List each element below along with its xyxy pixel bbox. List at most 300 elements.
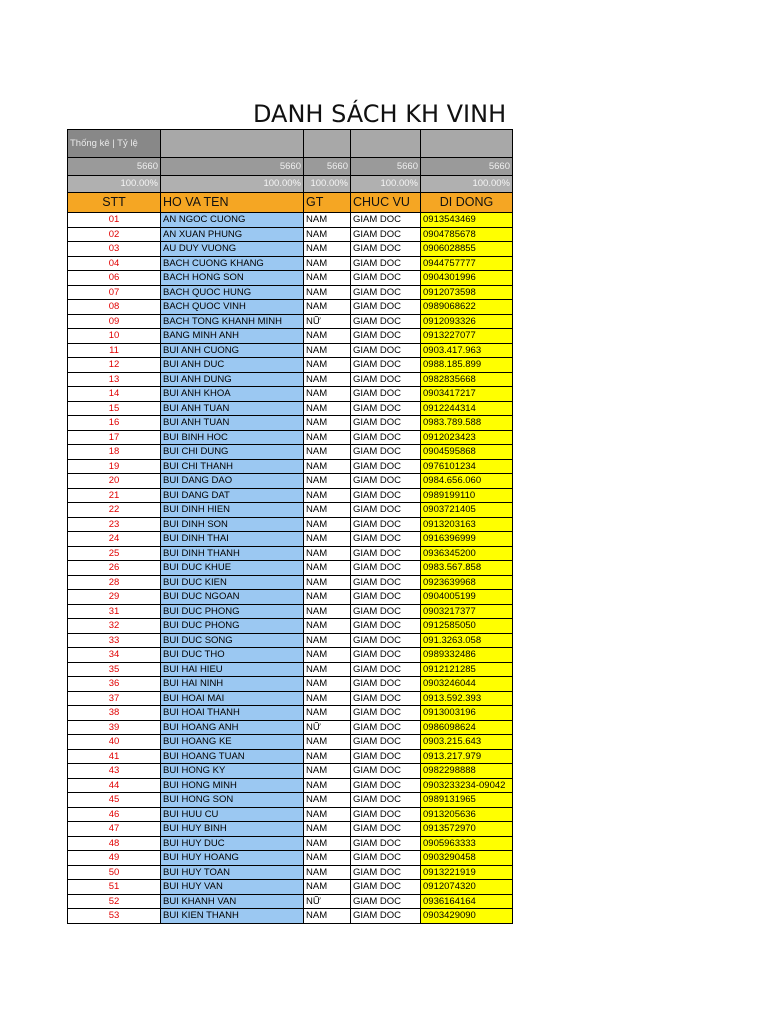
name-cell[interactable]: BUI HOANG ANH — [161, 720, 304, 735]
name-cell[interactable]: BUI DUC PHONG — [161, 619, 304, 634]
stt-cell[interactable]: 37 — [68, 691, 161, 706]
table-row — [68, 880, 513, 895]
name-cell[interactable]: BANG MINH ANH — [161, 329, 304, 344]
mobile-cell[interactable]: 0989068622 — [421, 300, 513, 315]
position-cell[interactable]: GIAM DOC — [351, 590, 421, 605]
name-cell[interactable]: BUI DUC PHONG — [161, 604, 304, 619]
position-cell[interactable]: GIAM DOC — [351, 242, 421, 257]
table-row — [68, 720, 513, 735]
name-cell[interactable]: BUI HAI HIEU — [161, 662, 304, 677]
position-cell[interactable]: GIAM DOC — [351, 619, 421, 634]
gender-cell[interactable]: NAM — [304, 532, 351, 547]
position-cell[interactable]: GIAM DOC — [351, 343, 421, 358]
position-cell[interactable]: GIAM DOC — [351, 633, 421, 648]
name-cell[interactable]: BUI ANH DUNG — [161, 372, 304, 387]
name-cell[interactable]: BUI DUC NGOAN — [161, 590, 304, 605]
table-row — [68, 314, 513, 329]
name-cell[interactable]: BUI DANG DAT — [161, 488, 304, 503]
position-cell[interactable]: GIAM DOC — [351, 401, 421, 416]
table-row — [68, 575, 513, 590]
name-cell[interactable]: AN XUAN PHUNG — [161, 227, 304, 242]
stt-cell[interactable]: 08 — [68, 300, 161, 315]
stt-cell[interactable]: 13 — [68, 372, 161, 387]
gender-cell[interactable]: NAM — [304, 358, 351, 373]
stt-cell[interactable]: 31 — [68, 604, 161, 619]
stt-cell[interactable]: 53 — [68, 909, 161, 924]
stt-cell[interactable]: 07 — [68, 285, 161, 300]
name-cell[interactable]: BUI HAI NINH — [161, 677, 304, 692]
stt-cell[interactable]: 47 — [68, 822, 161, 837]
mobile-cell[interactable]: 0984.656.060 — [421, 474, 513, 489]
gender-cell[interactable]: NAM — [304, 851, 351, 866]
position-cell[interactable]: GIAM DOC — [351, 227, 421, 242]
name-cell[interactable]: BUI HUY VAN — [161, 880, 304, 895]
name-cell[interactable]: BUI DINH HIEN — [161, 503, 304, 518]
stt-cell[interactable]: 16 — [68, 416, 161, 431]
mobile-cell[interactable]: 0904785678 — [421, 227, 513, 242]
mobile-cell[interactable]: 0912585050 — [421, 619, 513, 634]
stt-cell[interactable]: 18 — [68, 445, 161, 460]
position-cell[interactable]: GIAM DOC — [351, 778, 421, 793]
table-row — [68, 778, 513, 793]
mobile-cell[interactable]: 0903417217 — [421, 387, 513, 402]
mobile-cell[interactable]: 091.3263.058 — [421, 633, 513, 648]
table-row — [68, 764, 513, 779]
column-header-name[interactable]: HO VA TEN — [161, 193, 304, 213]
name-cell[interactable]: BUI CHI DUNG — [161, 445, 304, 460]
gender-cell[interactable]: NAM — [304, 300, 351, 315]
mobile-cell[interactable]: 0944757777 — [421, 256, 513, 271]
name-cell[interactable]: BACH QUOC HUNG — [161, 285, 304, 300]
mobile-cell[interactable]: 0903217377 — [421, 604, 513, 619]
stt-cell[interactable]: 28 — [68, 575, 161, 590]
position-cell[interactable]: GIAM DOC — [351, 648, 421, 663]
mobile-cell[interactable]: 0913.217.979 — [421, 749, 513, 764]
mobile-cell[interactable]: 0976101234 — [421, 459, 513, 474]
mobile-cell[interactable]: 0912023423 — [421, 430, 513, 445]
position-cell[interactable]: GIAM DOC — [351, 314, 421, 329]
table-row — [68, 256, 513, 271]
position-cell[interactable]: GIAM DOC — [351, 372, 421, 387]
stt-cell[interactable]: 45 — [68, 793, 161, 808]
stt-cell[interactable]: 52 — [68, 894, 161, 909]
table-row — [68, 532, 513, 547]
name-cell[interactable]: BUI DUC SONG — [161, 633, 304, 648]
table-row — [68, 706, 513, 721]
position-cell[interactable]: GIAM DOC — [351, 503, 421, 518]
name-cell[interactable]: BUI DINH THANH — [161, 546, 304, 561]
name-cell[interactable]: BUI ANH DUC — [161, 358, 304, 373]
position-cell[interactable]: GIAM DOC — [351, 691, 421, 706]
name-cell[interactable]: BACH CUONG KHANG — [161, 256, 304, 271]
position-cell[interactable]: GIAM DOC — [351, 300, 421, 315]
name-cell[interactable]: BUI HUY BINH — [161, 822, 304, 837]
position-cell[interactable]: GIAM DOC — [351, 459, 421, 474]
mobile-cell[interactable]: 0936345200 — [421, 546, 513, 561]
gender-cell[interactable]: NAM — [304, 213, 351, 228]
stt-cell[interactable]: 01 — [68, 213, 161, 228]
table-row — [68, 648, 513, 663]
stt-cell[interactable]: 09 — [68, 314, 161, 329]
position-cell[interactable]: GIAM DOC — [351, 677, 421, 692]
table-row — [68, 517, 513, 532]
stt-cell[interactable]: 14 — [68, 387, 161, 402]
stats-header-cell — [304, 130, 351, 158]
gender-cell[interactable]: NAM — [304, 619, 351, 634]
mobile-cell[interactable]: 0912244314 — [421, 401, 513, 416]
name-cell[interactable]: BUI HUY HOANG — [161, 851, 304, 866]
position-cell[interactable]: GIAM DOC — [351, 285, 421, 300]
column-header-position[interactable]: CHUC VU — [351, 193, 421, 213]
stt-cell[interactable]: 46 — [68, 807, 161, 822]
position-cell[interactable]: GIAM DOC — [351, 517, 421, 532]
gender-cell[interactable]: NAM — [304, 343, 351, 358]
mobile-cell[interactable]: 0904301996 — [421, 271, 513, 286]
stt-cell[interactable]: 51 — [68, 880, 161, 895]
mobile-cell[interactable]: 0905963333 — [421, 836, 513, 851]
gender-cell[interactable]: NAM — [304, 880, 351, 895]
mobile-cell[interactable]: 0903721405 — [421, 503, 513, 518]
mobile-cell[interactable]: 0903290458 — [421, 851, 513, 866]
gender-cell[interactable]: NAM — [304, 329, 351, 344]
mobile-cell[interactable]: 0913.592.393 — [421, 691, 513, 706]
position-cell[interactable]: GIAM DOC — [351, 894, 421, 909]
stt-cell[interactable]: 10 — [68, 329, 161, 344]
stt-cell[interactable]: 32 — [68, 619, 161, 634]
table-row — [68, 662, 513, 677]
stt-cell[interactable]: 06 — [68, 271, 161, 286]
gender-cell[interactable]: NAM — [304, 242, 351, 257]
mobile-cell[interactable]: 0989332486 — [421, 648, 513, 663]
name-cell[interactable]: AN NGOC CUONG — [161, 213, 304, 228]
position-cell[interactable]: GIAM DOC — [351, 561, 421, 576]
name-cell[interactable]: BUI DINH THAI — [161, 532, 304, 547]
table-row — [68, 300, 513, 315]
position-cell[interactable]: GIAM DOC — [351, 836, 421, 851]
mobile-cell[interactable]: 0983.567.858 — [421, 561, 513, 576]
mobile-cell[interactable]: 0913221919 — [421, 865, 513, 880]
mobile-cell[interactable]: 0936164164 — [421, 894, 513, 909]
table-row — [68, 503, 513, 518]
position-cell[interactable]: GIAM DOC — [351, 430, 421, 445]
stt-cell[interactable]: 29 — [68, 590, 161, 605]
position-cell[interactable]: GIAM DOC — [351, 213, 421, 228]
name-cell[interactable]: BUI HOANG KE — [161, 735, 304, 750]
mobile-cell[interactable]: 0982298888 — [421, 764, 513, 779]
gender-cell[interactable]: NAM — [304, 749, 351, 764]
stt-cell[interactable]: 40 — [68, 735, 161, 750]
stats-count: 5660 — [304, 158, 351, 176]
stats-count: 5660 — [161, 158, 304, 176]
position-cell[interactable]: GIAM DOC — [351, 445, 421, 460]
name-cell[interactable]: BUI CHI THANH — [161, 459, 304, 474]
stt-cell[interactable]: 39 — [68, 720, 161, 735]
name-cell[interactable]: BUI HONG KY — [161, 764, 304, 779]
gender-cell[interactable]: NAM — [304, 793, 351, 808]
table-row — [68, 851, 513, 866]
mobile-cell[interactable]: 0904005199 — [421, 590, 513, 605]
position-cell[interactable]: GIAM DOC — [351, 851, 421, 866]
table-row — [68, 807, 513, 822]
stats-percent: 100.00% — [161, 176, 304, 193]
gender-cell[interactable]: NAM — [304, 416, 351, 431]
position-cell[interactable]: GIAM DOC — [351, 416, 421, 431]
name-cell[interactable]: BUI DUC THO — [161, 648, 304, 663]
gender-cell[interactable]: NAM — [304, 445, 351, 460]
stt-cell[interactable]: 41 — [68, 749, 161, 764]
table-row — [68, 633, 513, 648]
gender-cell[interactable]: NAM — [304, 633, 351, 648]
name-cell[interactable]: BUI ANH KHOA — [161, 387, 304, 402]
mobile-cell[interactable]: 0916396999 — [421, 532, 513, 547]
table-row — [68, 865, 513, 880]
mobile-cell[interactable]: 0903.417.963 — [421, 343, 513, 358]
table-row — [68, 909, 513, 924]
name-cell[interactable]: BUI HUY DUC — [161, 836, 304, 851]
name-cell[interactable]: BUI HONG MINH — [161, 778, 304, 793]
gender-cell[interactable]: NAM — [304, 604, 351, 619]
name-cell[interactable]: BUI HUU CU — [161, 807, 304, 822]
stt-cell[interactable]: 33 — [68, 633, 161, 648]
position-cell[interactable]: GIAM DOC — [351, 329, 421, 344]
name-cell[interactable]: BUI HOAI MAI — [161, 691, 304, 706]
gender-cell[interactable]: NAM — [304, 865, 351, 880]
gender-cell[interactable]: NAM — [304, 285, 351, 300]
mobile-cell[interactable]: 0912074320 — [421, 880, 513, 895]
mobile-cell[interactable]: 0913205636 — [421, 807, 513, 822]
stats-percent: 100.00% — [421, 176, 513, 193]
gender-cell[interactable]: NAM — [304, 648, 351, 663]
position-cell[interactable]: GIAM DOC — [351, 271, 421, 286]
mobile-cell[interactable]: 0903.215.643 — [421, 735, 513, 750]
gender-cell[interactable]: NỮ — [304, 314, 351, 329]
gender-cell[interactable]: NAM — [304, 256, 351, 271]
mobile-cell[interactable]: 0912093326 — [421, 314, 513, 329]
gender-cell[interactable]: NAM — [304, 503, 351, 518]
gender-cell[interactable]: NAM — [304, 590, 351, 605]
name-cell[interactable]: BACH TONG KHANH MINH — [161, 314, 304, 329]
table-row — [68, 474, 513, 489]
table-row — [68, 430, 513, 445]
position-cell[interactable]: GIAM DOC — [351, 575, 421, 590]
gender-cell[interactable]: NAM — [304, 561, 351, 576]
gender-cell[interactable]: NAM — [304, 662, 351, 677]
table-row — [68, 546, 513, 561]
position-cell[interactable]: GIAM DOC — [351, 909, 421, 924]
mobile-cell[interactable]: 0913227077 — [421, 329, 513, 344]
stt-cell[interactable]: 02 — [68, 227, 161, 242]
table-row — [68, 894, 513, 909]
name-cell[interactable]: BUI BINH HOC — [161, 430, 304, 445]
position-cell[interactable]: GIAM DOC — [351, 488, 421, 503]
name-cell[interactable]: BUI DUC KIEN — [161, 575, 304, 590]
gender-cell[interactable]: NAM — [304, 271, 351, 286]
stt-cell[interactable]: 17 — [68, 430, 161, 445]
gender-cell[interactable]: NAM — [304, 372, 351, 387]
gender-cell[interactable]: NAM — [304, 677, 351, 692]
mobile-cell[interactable]: 0923639968 — [421, 575, 513, 590]
gender-cell[interactable]: NAM — [304, 227, 351, 242]
name-cell[interactable]: BUI DUC KHUE — [161, 561, 304, 576]
stats-header-cell — [161, 130, 304, 158]
stt-cell[interactable]: 25 — [68, 546, 161, 561]
table-row — [68, 358, 513, 373]
table-row — [68, 285, 513, 300]
gender-cell[interactable]: NAM — [304, 822, 351, 837]
stt-cell[interactable]: 24 — [68, 532, 161, 547]
name-cell[interactable]: BUI ANH CUONG — [161, 343, 304, 358]
position-cell[interactable]: GIAM DOC — [351, 793, 421, 808]
table-row — [68, 604, 513, 619]
position-cell[interactable]: GIAM DOC — [351, 807, 421, 822]
name-cell[interactable]: BUI HONG SON — [161, 793, 304, 808]
gender-cell[interactable]: NAM — [304, 706, 351, 721]
table-row — [68, 213, 513, 228]
stats-percent: 100.00% — [304, 176, 351, 193]
position-cell[interactable]: GIAM DOC — [351, 358, 421, 373]
mobile-cell[interactable]: 0903429090 — [421, 909, 513, 924]
gender-cell[interactable]: NAM — [304, 735, 351, 750]
gender-cell[interactable]: NAM — [304, 401, 351, 416]
table-row — [68, 735, 513, 750]
position-cell[interactable]: GIAM DOC — [351, 546, 421, 561]
stt-cell[interactable]: 38 — [68, 706, 161, 721]
table-row — [68, 445, 513, 460]
mobile-cell[interactable]: 0912073598 — [421, 285, 513, 300]
gender-cell[interactable]: NAM — [304, 575, 351, 590]
name-cell[interactable]: AU DUY VUONG — [161, 242, 304, 257]
mobile-cell[interactable]: 0988.185.899 — [421, 358, 513, 373]
gender-cell[interactable]: NỮ — [304, 720, 351, 735]
stt-cell[interactable]: 34 — [68, 648, 161, 663]
mobile-cell[interactable]: 0913003196 — [421, 706, 513, 721]
gender-cell[interactable]: NAM — [304, 778, 351, 793]
position-cell[interactable]: GIAM DOC — [351, 764, 421, 779]
stt-cell[interactable]: 03 — [68, 242, 161, 257]
stt-cell[interactable]: 35 — [68, 662, 161, 677]
name-cell[interactable]: BUI KHANH VAN — [161, 894, 304, 909]
table-row — [68, 459, 513, 474]
mobile-cell[interactable]: 0913572970 — [421, 822, 513, 837]
mobile-cell[interactable]: 0904595868 — [421, 445, 513, 460]
table-row — [68, 271, 513, 286]
position-cell[interactable]: GIAM DOC — [351, 822, 421, 837]
stt-cell[interactable]: 15 — [68, 401, 161, 416]
name-cell[interactable]: BUI DANG DAO — [161, 474, 304, 489]
stt-cell[interactable]: 23 — [68, 517, 161, 532]
stt-cell[interactable]: 11 — [68, 343, 161, 358]
position-cell[interactable]: GIAM DOC — [351, 387, 421, 402]
name-cell[interactable]: BUI DINH SON — [161, 517, 304, 532]
column-header-mobile[interactable]: DI DONG — [421, 193, 513, 213]
gender-cell[interactable]: NAM — [304, 517, 351, 532]
stt-cell[interactable]: 36 — [68, 677, 161, 692]
mobile-cell[interactable]: 0903233234-09042 — [421, 778, 513, 793]
gender-cell[interactable]: NỮ — [304, 894, 351, 909]
gender-cell[interactable]: NAM — [304, 474, 351, 489]
table-row — [68, 401, 513, 416]
mobile-cell[interactable]: 0989131965 — [421, 793, 513, 808]
table-row — [68, 372, 513, 387]
stats-header-cell — [421, 130, 513, 158]
mobile-cell[interactable]: 0982835668 — [421, 372, 513, 387]
position-cell[interactable]: GIAM DOC — [351, 749, 421, 764]
table-row — [68, 416, 513, 431]
table-row — [68, 227, 513, 242]
mobile-cell[interactable]: 0986098624 — [421, 720, 513, 735]
stt-cell[interactable]: 04 — [68, 256, 161, 271]
stats-header-cell — [351, 130, 421, 158]
stt-cell[interactable]: 43 — [68, 764, 161, 779]
mobile-cell[interactable]: 0983.789.588 — [421, 416, 513, 431]
column-header-row — [68, 193, 513, 213]
name-cell[interactable]: BUI ANH TUAN — [161, 416, 304, 431]
name-cell[interactable]: BACH QUOC VINH — [161, 300, 304, 315]
gender-cell[interactable]: NAM — [304, 764, 351, 779]
name-cell[interactable]: BUI HUY TOAN — [161, 865, 304, 880]
name-cell[interactable]: BUI ANH TUAN — [161, 401, 304, 416]
column-header-gender[interactable]: GT — [304, 193, 351, 213]
position-cell[interactable]: GIAM DOC — [351, 720, 421, 735]
stt-cell[interactable]: 12 — [68, 358, 161, 373]
position-cell[interactable]: GIAM DOC — [351, 735, 421, 750]
mobile-cell[interactable]: 0913203163 — [421, 517, 513, 532]
position-cell[interactable]: GIAM DOC — [351, 880, 421, 895]
mobile-cell[interactable]: 0989199110 — [421, 488, 513, 503]
position-cell[interactable]: GIAM DOC — [351, 662, 421, 677]
column-header-stt[interactable]: STT — [68, 193, 161, 213]
gender-cell[interactable]: NAM — [304, 836, 351, 851]
gender-cell[interactable]: NAM — [304, 909, 351, 924]
gender-cell[interactable]: NAM — [304, 691, 351, 706]
mobile-cell[interactable]: 0912121285 — [421, 662, 513, 677]
stt-cell[interactable]: 48 — [68, 836, 161, 851]
position-cell[interactable]: GIAM DOC — [351, 256, 421, 271]
name-cell[interactable]: BACH HONG SON — [161, 271, 304, 286]
stats-count: 5660 — [421, 158, 513, 176]
gender-cell[interactable]: NAM — [304, 807, 351, 822]
mobile-cell[interactable]: 0913543469 — [421, 213, 513, 228]
stats-percent: 100.00% — [351, 176, 421, 193]
gender-cell[interactable]: NAM — [304, 459, 351, 474]
mobile-cell[interactable]: 0906028855 — [421, 242, 513, 257]
name-cell[interactable]: BUI KIEN THANH — [161, 909, 304, 924]
table-row — [68, 329, 513, 344]
position-cell[interactable]: GIAM DOC — [351, 474, 421, 489]
stt-cell[interactable]: 44 — [68, 778, 161, 793]
gender-cell[interactable]: NAM — [304, 546, 351, 561]
position-cell[interactable]: GIAM DOC — [351, 604, 421, 619]
stt-cell[interactable]: 26 — [68, 561, 161, 576]
stt-cell[interactable]: 20 — [68, 474, 161, 489]
stt-cell[interactable]: 22 — [68, 503, 161, 518]
gender-cell[interactable]: NAM — [304, 387, 351, 402]
stt-cell[interactable]: 49 — [68, 851, 161, 866]
mobile-cell[interactable]: 0903246044 — [421, 677, 513, 692]
position-cell[interactable]: GIAM DOC — [351, 532, 421, 547]
position-cell[interactable]: GIAM DOC — [351, 865, 421, 880]
gender-cell[interactable]: NAM — [304, 488, 351, 503]
position-cell[interactable]: GIAM DOC — [351, 706, 421, 721]
table-row — [68, 343, 513, 358]
name-cell[interactable]: BUI HOAI THANH — [161, 706, 304, 721]
customer-table — [67, 129, 513, 924]
stt-cell[interactable]: 21 — [68, 488, 161, 503]
name-cell[interactable]: BUI HOANG TUAN — [161, 749, 304, 764]
stt-cell[interactable]: 50 — [68, 865, 161, 880]
stt-cell[interactable]: 19 — [68, 459, 161, 474]
gender-cell[interactable]: NAM — [304, 430, 351, 445]
